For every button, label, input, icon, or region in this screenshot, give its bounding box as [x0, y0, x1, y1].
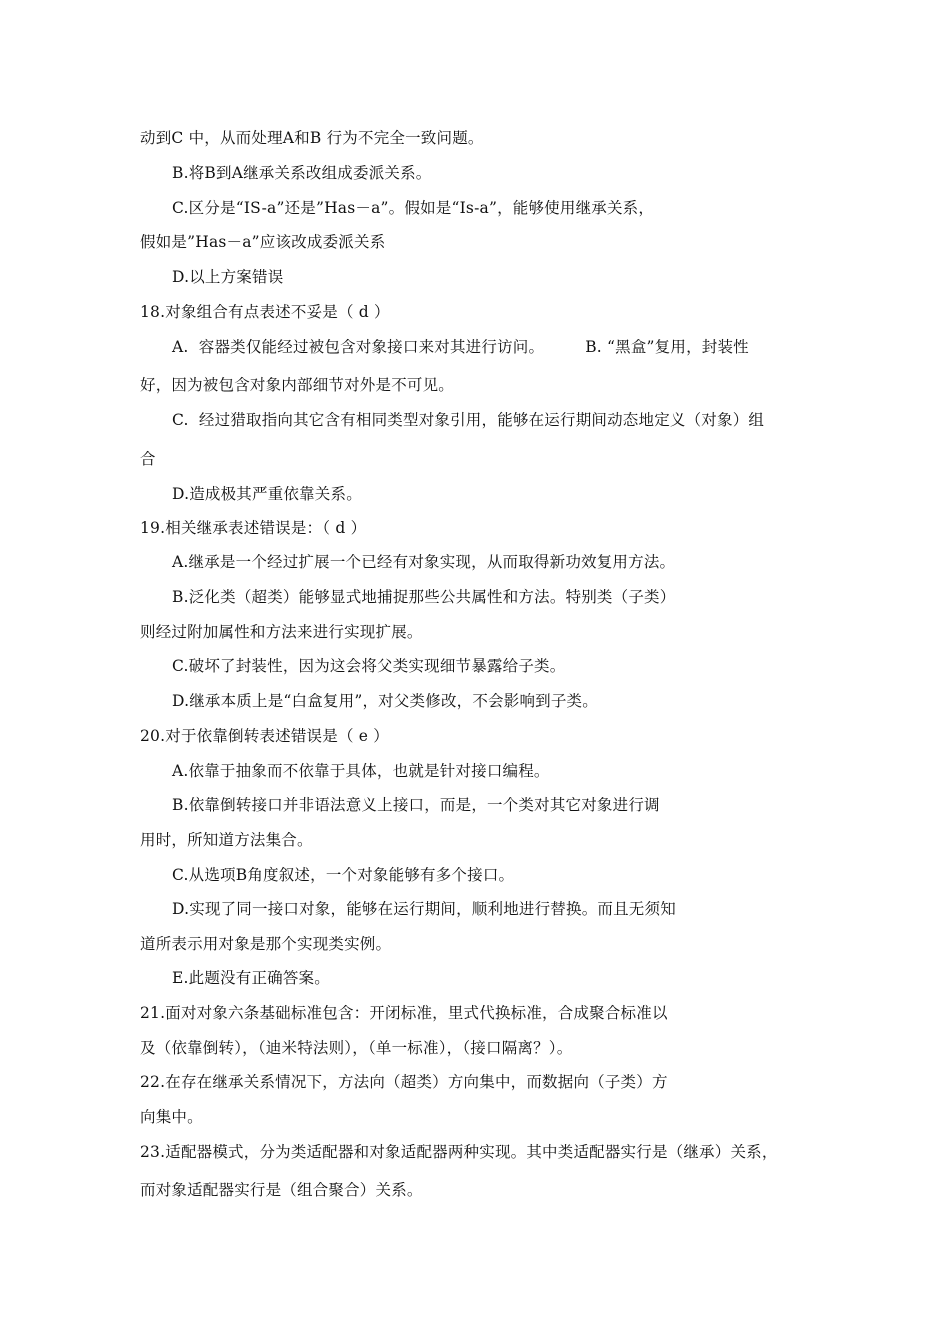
option-e: E.此题没有正确答案。 [172, 969, 330, 987]
text-line: 而对象适配器实行是（组合聚合）关系。 [140, 1181, 423, 1199]
text-line: 好，因为被包含对象内部细节对外是不可见。 [140, 376, 455, 394]
option-a-b: A. 容器类仅能经过被包含对象接口来对其进行访问。 B. “黑盒”复用，封装性 [172, 338, 749, 356]
option-d: D.造成极其严重依靠关系。 [172, 485, 362, 503]
option-a: A.继承是一个经过扩展一个已经有对象实现，从而取得新功效复用方法。 [172, 553, 676, 571]
question-19: 19.相关继承表述错误是：（ d ） [140, 519, 367, 537]
text-line: 及（依靠倒转），（迪米特法则），（单一标准），（接口隔离？）。 [140, 1039, 573, 1057]
option-b: B.泛化类（超类）能够显式地捕捉那些公共属性和方法。特别类（子类） [172, 588, 676, 606]
option-d: D.以上方案错误 [172, 268, 284, 286]
text-line: 动到C 中，从而处理A和B 行为不完全一致问题。 [140, 129, 484, 147]
option-b: B.将B到A继承关系改组成委派关系。 [172, 164, 432, 182]
question-23: 23.适配器模式，分为类适配器和对象适配器两种实现。其中类适配器实行是（继承）关系， [140, 1143, 778, 1161]
text-line: 道所表示用对象是那个实现类实例。 [140, 935, 392, 953]
option-d: D.继承本质上是“白盒复用”，对父类修改，不会影响到子类。 [172, 692, 598, 710]
option-b: B.依靠倒转接口并非语法意义上接口，而是，一个类对其它对象进行调 [172, 796, 660, 814]
text-line: 合 [140, 450, 156, 468]
question-18: 18.对象组合有点表述不妥是（ d ） [140, 303, 390, 321]
question-21: 21.面对对象六条基础标准包含：开闭标准，里式代换标准，合成聚合标准以 [140, 1004, 668, 1022]
question-22: 22.在存在继承关系情况下，方法向（超类）方向集中，而数据向（子类）方 [140, 1073, 668, 1091]
option-c: C.区分是“IS-a”还是”Has－a”。假如是“Is-a”，能够使用继承关系， [172, 199, 655, 217]
option-d: D.实现了同一接口对象，能够在运行期间，顺利地进行替换。而且无须知 [172, 900, 676, 918]
text-line: 向集中。 [140, 1108, 203, 1126]
option-a: A.依靠于抽象而不依靠于具体，也就是针对接口编程。 [172, 762, 550, 780]
question-20: 20.对于依靠倒转表述错误是（ e ） [140, 727, 389, 745]
text-line: 用时，所知道方法集合。 [140, 831, 313, 849]
option-c: C.破坏了封装性，因为这会将父类实现细节暴露给子类。 [172, 657, 566, 675]
option-c: C.从选项B角度叙述，一个对象能够有多个接口。 [172, 866, 515, 884]
option-c: C. 经过猎取指向其它含有相同类型对象引用，能够在运行期间动态地定义（对象）组 [172, 411, 765, 429]
text-line: 则经过附加属性和方法来进行实现扩展。 [140, 623, 423, 641]
text-line: 假如是”Has－a”应该改成委派关系 [140, 233, 386, 251]
